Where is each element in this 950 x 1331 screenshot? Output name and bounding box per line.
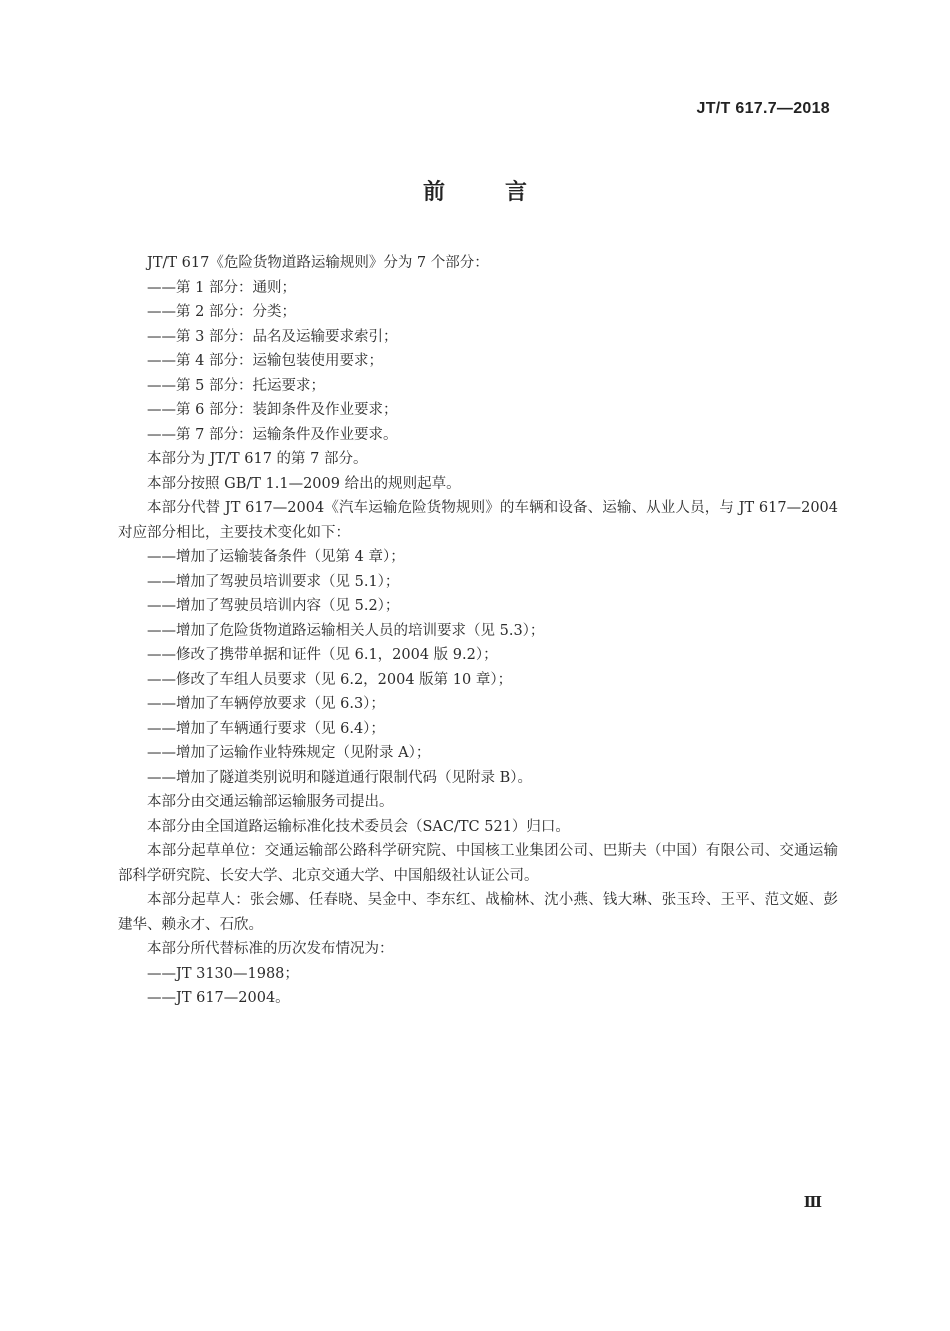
part-item: ——第 3 部分：品名及运输要求索引； [147, 328, 398, 345]
change-item: ——修改了车组人员要求（见 6.2，2004 版第 10 章）； [147, 671, 513, 688]
part-item: ——第 5 部分：托运要求； [147, 377, 325, 394]
change-item: ——增加了运输作业特殊规定（见附录 A）； [147, 745, 431, 761]
part-item: ——第 1 部分：通则； [147, 279, 296, 296]
drafting-rule-paragraph: 本部分按照 GB/T 1.1—2009 给出的规则起草。 [147, 475, 461, 492]
drafting-units-paragraph: 本部分起草单位：交通运输部公路科学研究院、中国核工业集团公司、巴斯夫（中国）有限公司、交通运输部科学研究院、长安大学、北京交通大学、中国船级社认证公司。 [118, 843, 838, 884]
part-item: ——第 6 部分：装卸条件及作业要求； [147, 402, 398, 418]
change-item: ——增加了危险货物道路运输相关人员的培训要求（见 5.3）； [147, 622, 545, 639]
proposed-by-paragraph: 本部分由交通运输部运输服务司提出。 [147, 794, 394, 810]
history-item: ——JT 617—2004。 [147, 990, 290, 1006]
change-item: ——增加了驾驶员培训要求（见 5.1）； [147, 573, 400, 590]
change-item: ——增加了隧道类别说明和隧道通行限制代码（见附录 B）。 [147, 769, 533, 786]
change-item: ——修改了携带单据和证件（见 6.1，2004 版 9.2）； [147, 647, 498, 663]
foreword-body [118, 251, 838, 1011]
replaces-paragraph: 本部分代替 JT 617—2004《汽车运输危险货物规则》的车辆和设备、运输、从业人员，与 JT 617—2004 对应部分相比，主要技术变化如下： [118, 500, 838, 541]
part-item: ——第 2 部分：分类； [147, 304, 296, 320]
drafters-paragraph: 本部分起草人：张会娜、任春晓、吴金中、李东红、战榆林、沈小燕、钱大琳、张玉玲、王平、范文姬、彭建华、赖永才、石欣。 [118, 892, 838, 933]
centralized-by-paragraph: 本部分由全国道路运输标准化技术委员会（SAC/TC 521）归口。 [147, 818, 570, 835]
history-intro-paragraph: 本部分所代替标准的历次发布情况为： [147, 941, 394, 957]
page-title: 前言 [422, 180, 587, 205]
change-item: ——增加了驾驶员培训内容（见 5.2）； [147, 598, 400, 614]
change-item: ——增加了车辆通行要求（见 6.4）； [147, 720, 385, 737]
page-number: Ⅲ [803, 1193, 822, 1211]
change-item: ——增加了车辆停放要求（见 6.3）； [147, 696, 385, 712]
this-part-paragraph: 本部分为 JT/T 617 的第 7 部分。 [147, 451, 368, 467]
part-item: ——第 4 部分：运输包装使用要求； [147, 353, 383, 369]
history-item: ——JT 3130—1988； [147, 965, 299, 982]
part-item: ——第 7 部分：运输条件及作业要求。 [147, 426, 398, 443]
intro-paragraph: JT/T 617《危险货物道路运输规则》分为 7 个部分： [147, 255, 489, 271]
change-item: ——增加了运输装备条件（见第 4 章）； [147, 549, 405, 565]
standard-number: JT/T 617.7—2018 [696, 100, 830, 117]
